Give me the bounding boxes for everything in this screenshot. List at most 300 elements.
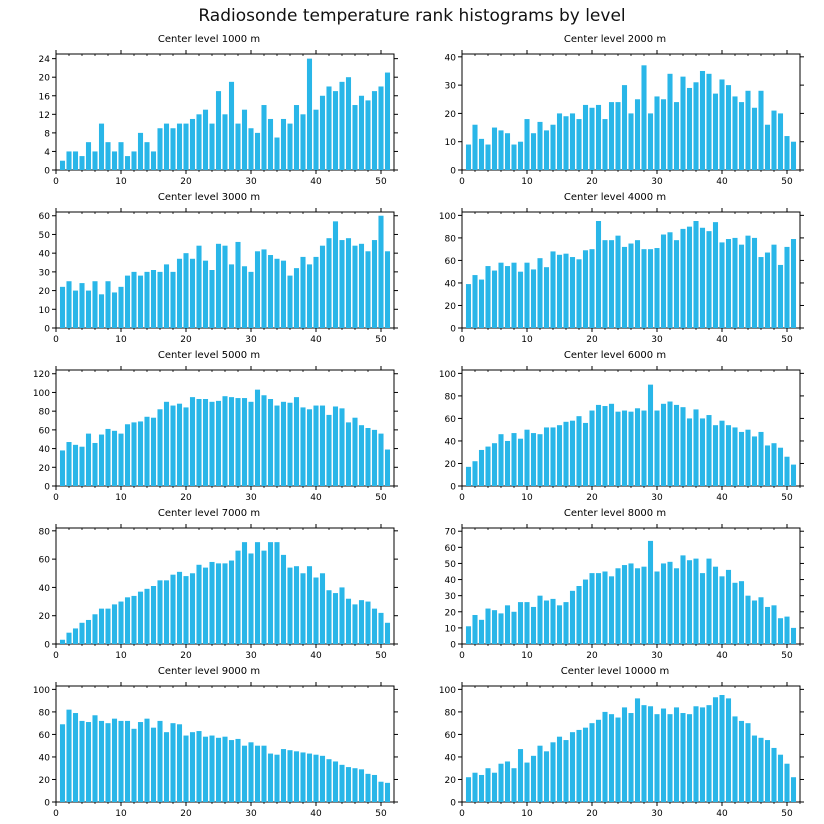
bar (680, 229, 685, 328)
bar (287, 750, 292, 802)
bar (190, 732, 195, 802)
y-tick-label: 20 (38, 775, 50, 786)
bar (164, 402, 169, 486)
bar (365, 251, 370, 328)
bar (492, 271, 497, 328)
bar (66, 442, 71, 486)
y-tick-label: 10 (38, 305, 50, 316)
y-tick-label: 20 (444, 608, 456, 619)
bar (138, 276, 143, 328)
bar (138, 722, 143, 802)
page-title: Radiosonde temperature rank histograms by level (198, 6, 626, 26)
bar (615, 102, 620, 170)
bar (268, 542, 273, 644)
bar (687, 88, 692, 170)
bar (138, 133, 143, 170)
bar (745, 596, 750, 644)
bar (151, 270, 156, 328)
x-tick-label: 10 (521, 335, 533, 345)
plot-area (420, 206, 810, 350)
bar (92, 151, 97, 170)
y-tick-label: 80 (444, 234, 456, 245)
bar (758, 597, 763, 644)
bar (281, 555, 286, 644)
bar (563, 740, 568, 802)
bar (661, 563, 666, 644)
bar (602, 406, 607, 486)
bar (706, 559, 711, 644)
bar (307, 409, 312, 486)
bar (378, 86, 383, 170)
x-tick-label: 0 (459, 177, 465, 187)
bar (706, 74, 711, 170)
bar (281, 261, 286, 328)
x-tick-label: 10 (115, 651, 127, 661)
y-tick-label: 10 (444, 138, 456, 149)
panel-title: Center level 9000 m (157, 666, 261, 677)
bar (771, 443, 776, 486)
bar (687, 714, 692, 802)
bar (563, 602, 568, 644)
bar (144, 272, 149, 328)
y-tick-label: 120 (32, 370, 50, 381)
bar (203, 261, 208, 328)
bar (791, 239, 796, 328)
y-tick-label: 40 (444, 753, 456, 764)
y-tick-label: 80 (444, 708, 456, 719)
bar (170, 575, 175, 644)
bar (242, 110, 247, 170)
bar (170, 723, 175, 802)
bar (339, 240, 344, 328)
bar (177, 724, 182, 802)
bar (505, 605, 510, 644)
bar (261, 746, 266, 802)
bar (758, 257, 763, 328)
bar (472, 773, 477, 802)
bar (466, 284, 471, 328)
y-tick-label: 80 (444, 392, 456, 403)
bar (771, 748, 776, 802)
bar (602, 572, 607, 645)
bar (118, 142, 123, 170)
bar (537, 746, 542, 802)
bar (365, 774, 370, 802)
bar (466, 145, 471, 170)
bar (242, 542, 247, 644)
bar (326, 238, 331, 328)
bar (505, 441, 510, 486)
bar (771, 605, 776, 644)
bar (609, 404, 614, 486)
bar (622, 411, 627, 486)
bar (531, 607, 536, 644)
bar (73, 628, 78, 644)
bar (472, 615, 477, 644)
y-tick-label: 40 (38, 249, 50, 260)
bar (255, 542, 260, 644)
x-tick-label: 20 (586, 177, 598, 187)
y-tick-label: 0 (450, 482, 456, 493)
bar (372, 775, 377, 802)
y-tick-label: 50 (444, 559, 456, 570)
bar (177, 259, 182, 328)
y-tick-label: 60 (38, 730, 50, 741)
panel-7000m (14, 508, 404, 666)
bar (784, 136, 789, 170)
bar (557, 255, 562, 328)
bar (557, 113, 562, 170)
bar (352, 105, 357, 170)
bar (472, 125, 477, 170)
bar (602, 119, 607, 170)
bar (622, 85, 627, 170)
plot-area (14, 48, 404, 192)
bar (596, 105, 601, 170)
bar (583, 250, 588, 328)
bar (492, 610, 497, 644)
bar (778, 448, 783, 486)
x-tick-label: 10 (115, 809, 127, 819)
bar (99, 435, 104, 486)
bar (131, 729, 136, 802)
bar (346, 422, 351, 486)
bar (229, 264, 234, 328)
bar (700, 418, 705, 486)
bar (661, 99, 666, 170)
bar (739, 581, 744, 644)
bar (99, 609, 104, 644)
bar (151, 586, 156, 644)
bar (235, 242, 240, 328)
bar (385, 450, 390, 486)
y-tick-label: 100 (32, 388, 50, 399)
bar (261, 551, 266, 644)
y-tick-label: 80 (38, 407, 50, 418)
x-tick-label: 10 (521, 493, 533, 503)
bar (784, 764, 789, 802)
bar (339, 82, 344, 170)
bar (732, 583, 737, 644)
bar (466, 626, 471, 644)
bar (719, 242, 724, 328)
y-tick-label: 20 (38, 612, 50, 623)
bar (378, 613, 383, 644)
y-tick-label: 12 (38, 110, 50, 121)
bar (479, 775, 484, 802)
y-tick-label: 0 (44, 640, 50, 651)
bar (242, 746, 247, 802)
bar (105, 723, 110, 802)
bar (622, 565, 627, 644)
y-tick-label: 0 (450, 324, 456, 335)
bar (680, 555, 685, 644)
bar (485, 447, 490, 486)
panel-3000m (14, 192, 404, 350)
x-tick-label: 30 (245, 177, 257, 187)
bar (758, 738, 763, 802)
bar (157, 409, 162, 486)
y-tick-label: 30 (444, 592, 456, 603)
bar (628, 563, 633, 644)
panel-5000m (14, 350, 404, 508)
bar (758, 432, 763, 486)
plot-area (420, 48, 810, 192)
bar (771, 245, 776, 328)
x-tick-label: 0 (459, 335, 465, 345)
bar (229, 397, 234, 486)
bar (654, 411, 659, 486)
bar (203, 737, 208, 802)
y-tick-label: 70 (444, 527, 456, 538)
bar (726, 570, 731, 644)
bar (667, 714, 672, 802)
panel-6000m (420, 350, 810, 508)
bar (222, 246, 227, 328)
bar (60, 161, 65, 170)
y-tick-label: 80 (38, 708, 50, 719)
bar (359, 600, 364, 644)
x-tick-label: 50 (375, 493, 387, 503)
bar (125, 721, 130, 802)
bar (719, 421, 724, 486)
bar (79, 283, 84, 328)
bar (518, 602, 523, 644)
bar (170, 272, 175, 328)
bar (151, 728, 156, 802)
bar (196, 565, 201, 644)
bar (602, 712, 607, 802)
bar (791, 465, 796, 486)
bar (765, 125, 770, 170)
bar (287, 276, 292, 328)
bar (550, 251, 555, 328)
x-tick-label: 20 (180, 335, 192, 345)
bar (320, 406, 325, 486)
bar (589, 108, 594, 170)
bar (739, 102, 744, 170)
bar (615, 568, 620, 644)
y-tick-label: 8 (44, 129, 50, 140)
bar (531, 133, 536, 170)
bar (492, 773, 497, 802)
bar (86, 722, 91, 802)
bar (570, 421, 575, 486)
bar (105, 609, 110, 644)
bar (287, 403, 292, 486)
y-tick-label: 0 (44, 798, 50, 809)
bar (261, 395, 266, 486)
y-tick-label: 20 (444, 301, 456, 312)
bar (346, 77, 351, 170)
panel-title: Center level 2000 m (563, 34, 667, 45)
bar (745, 430, 750, 486)
x-tick-label: 30 (651, 335, 663, 345)
bar (190, 573, 195, 644)
bar (739, 432, 744, 486)
bar (177, 404, 182, 486)
bar (641, 249, 646, 328)
bar (385, 623, 390, 644)
bar (177, 572, 182, 644)
bar (294, 566, 299, 644)
y-tick-label: 0 (450, 166, 456, 177)
bar (66, 633, 71, 644)
bar (641, 65, 646, 170)
bar (635, 698, 640, 802)
bar (485, 609, 490, 644)
bar (209, 124, 214, 170)
bar (86, 142, 91, 170)
bar (732, 238, 737, 328)
bar (203, 110, 208, 170)
bar (372, 430, 377, 486)
bar (229, 561, 234, 644)
plot-area (14, 364, 404, 508)
bar (563, 254, 568, 328)
bar (229, 740, 234, 802)
bar (596, 720, 601, 802)
bar (778, 265, 783, 328)
bar (274, 138, 279, 170)
x-tick-label: 40 (310, 809, 322, 819)
bar (307, 754, 312, 802)
bar (479, 620, 484, 644)
bar (300, 752, 305, 802)
bar (550, 427, 555, 486)
x-tick-label: 30 (245, 493, 257, 503)
bar (112, 719, 117, 802)
bar (378, 434, 383, 486)
bar (326, 590, 331, 644)
bar (550, 742, 555, 802)
bar (313, 406, 318, 486)
bar (170, 128, 175, 170)
bar (287, 568, 292, 644)
bar (732, 427, 737, 486)
x-tick-label: 10 (115, 335, 127, 345)
panel-title: Center level 6000 m (563, 350, 667, 361)
bar (235, 551, 240, 644)
bar (570, 732, 575, 802)
bar (274, 542, 279, 644)
bar (112, 292, 117, 328)
y-tick-label: 40 (444, 53, 456, 64)
bar (518, 749, 523, 802)
bar (157, 272, 162, 328)
bar (372, 240, 377, 328)
bar (365, 602, 370, 644)
bar (544, 427, 549, 486)
bar (609, 102, 614, 170)
bar (300, 114, 305, 170)
bar (661, 709, 666, 802)
bar (544, 130, 549, 170)
bar (261, 249, 266, 328)
bar (125, 156, 130, 170)
bar (778, 755, 783, 802)
bar (229, 82, 234, 170)
bar (196, 399, 201, 486)
bar (216, 563, 221, 644)
x-tick-label: 40 (310, 493, 322, 503)
bar (713, 222, 718, 328)
x-tick-label: 40 (310, 335, 322, 345)
bar (791, 628, 796, 644)
bar (378, 216, 383, 328)
y-tick-label: 10 (444, 624, 456, 635)
panel-1000m (14, 34, 404, 192)
bar (713, 425, 718, 486)
x-tick-label: 20 (180, 493, 192, 503)
x-tick-label: 50 (781, 335, 793, 345)
bar (518, 142, 523, 170)
panel-4000m (420, 192, 810, 350)
bar (557, 425, 562, 486)
bar (326, 415, 331, 486)
bar (700, 228, 705, 328)
bar (144, 719, 149, 802)
bar (151, 151, 156, 170)
bar (300, 573, 305, 644)
bar (602, 240, 607, 328)
bar (73, 445, 78, 486)
y-tick-label: 0 (44, 324, 50, 335)
x-tick-label: 10 (521, 177, 533, 187)
bar (300, 407, 305, 486)
bar (628, 713, 633, 802)
bar (326, 759, 331, 802)
bar (700, 71, 705, 170)
bar (118, 602, 123, 644)
bar (157, 721, 162, 802)
bar (771, 111, 776, 170)
panel-title: Center level 1000 m (157, 34, 261, 45)
bar (479, 450, 484, 486)
bar (524, 119, 529, 170)
x-tick-label: 0 (53, 809, 59, 819)
bar (693, 82, 698, 170)
bar (294, 751, 299, 802)
bar (641, 567, 646, 644)
bar (79, 623, 84, 644)
bar (791, 777, 796, 802)
bar (125, 597, 130, 644)
bar (359, 96, 364, 170)
bar (583, 105, 588, 170)
bar (674, 568, 679, 644)
x-tick-label: 10 (115, 177, 127, 187)
bar (635, 568, 640, 644)
bar (99, 294, 104, 328)
bar (157, 128, 162, 170)
x-tick-label: 50 (781, 651, 793, 661)
panel-title: Center level 5000 m (157, 350, 261, 361)
bar (190, 397, 195, 486)
bar (648, 249, 653, 328)
bar (326, 86, 331, 170)
x-tick-label: 0 (459, 809, 465, 819)
x-tick-label: 20 (586, 335, 598, 345)
bar (472, 275, 477, 328)
bar (274, 755, 279, 802)
bar (359, 244, 364, 328)
bar (216, 91, 221, 170)
bar (719, 79, 724, 170)
y-tick-label: 20 (444, 109, 456, 120)
bar (339, 765, 344, 802)
y-tick-label: 100 (32, 685, 50, 696)
